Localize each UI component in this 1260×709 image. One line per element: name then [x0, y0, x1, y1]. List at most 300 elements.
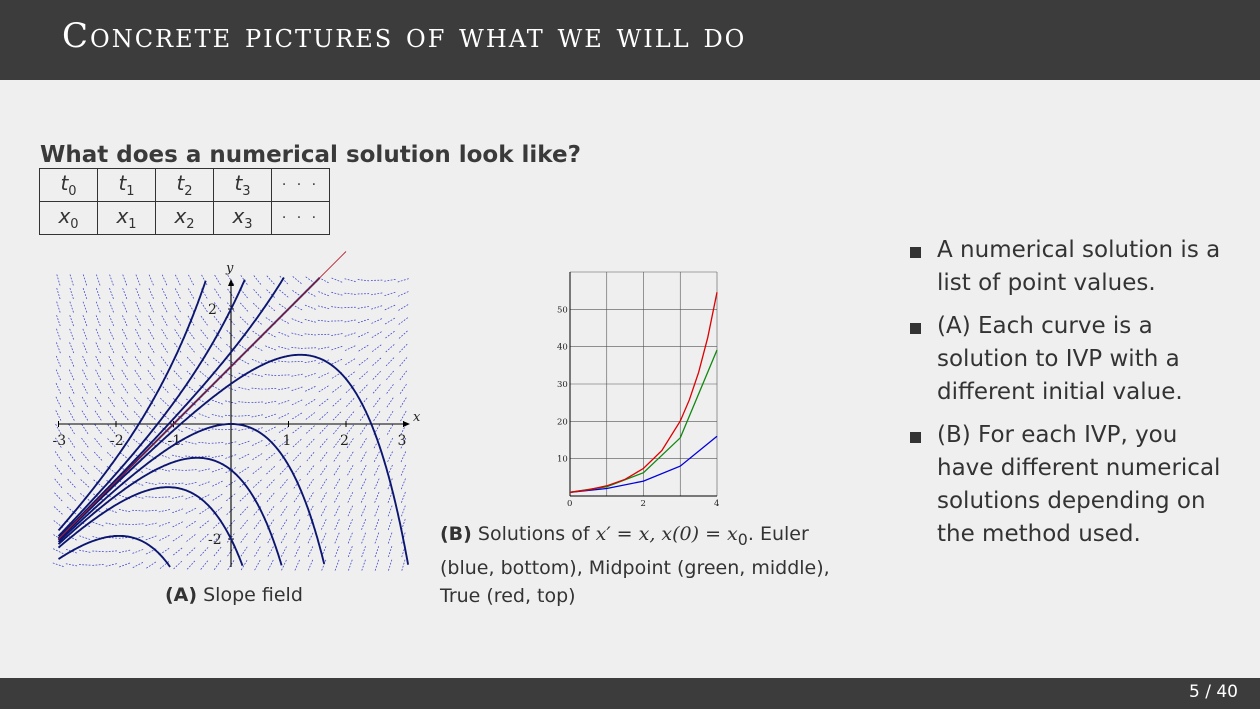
slope-segment	[268, 546, 274, 556]
slope-segment	[79, 550, 91, 552]
slope-segment	[55, 479, 63, 488]
slope-segment	[252, 415, 264, 417]
slope-segment	[149, 316, 154, 327]
slope-segment	[200, 520, 209, 527]
slope-segment	[121, 411, 129, 420]
slope-segment	[83, 315, 87, 326]
slope-segment	[305, 360, 317, 362]
bullet-square-icon	[910, 432, 921, 443]
slope-segment	[306, 412, 316, 419]
slope-segment	[54, 507, 63, 515]
slope-segment	[135, 356, 141, 366]
chart-x-tick-label: 2	[640, 499, 646, 509]
slope-segment	[332, 359, 343, 364]
slope-segment	[55, 451, 62, 461]
slope-segment	[174, 561, 183, 569]
slope-segment	[399, 317, 409, 324]
bullet-item: A numerical solution is a list of point values.	[910, 234, 1230, 300]
slope-segment	[373, 358, 382, 366]
slope-segment	[162, 316, 168, 327]
slope-segment	[374, 451, 380, 462]
slope-segment	[280, 466, 288, 475]
slope-segment	[278, 347, 290, 350]
slope-segment	[119, 563, 130, 567]
slope-segment	[375, 532, 379, 543]
slope-segment	[265, 346, 276, 350]
slope-segment	[162, 288, 167, 299]
slope-segment	[332, 278, 343, 283]
slope-segment	[201, 330, 208, 339]
slope-segment	[172, 509, 183, 513]
slope-segment	[278, 332, 289, 336]
slope-segment	[278, 375, 290, 376]
slope-segment	[267, 492, 275, 501]
slope-segment	[373, 384, 381, 393]
slope-segment	[175, 288, 180, 299]
slope-segment	[70, 342, 74, 353]
slope-segment	[401, 505, 405, 516]
slope-segment	[388, 505, 392, 516]
slope-segment	[172, 455, 184, 458]
slope-segment	[161, 357, 168, 367]
slope-segment	[148, 384, 156, 393]
slope-segment	[318, 306, 330, 309]
slope-segment	[401, 491, 405, 502]
slope-segment	[398, 304, 408, 310]
solution-curve	[59, 355, 409, 565]
slope-segment	[307, 439, 315, 448]
slope-segment	[201, 560, 209, 569]
t-cell: $t_3$	[214, 169, 272, 202]
slope-segment	[95, 424, 102, 434]
slope-segment	[305, 334, 317, 335]
t-row	[40, 169, 330, 202]
slope-segment	[198, 456, 210, 457]
slope-segment	[308, 559, 313, 570]
slope-segment	[293, 452, 301, 461]
slope-segment	[386, 344, 395, 352]
slope-segment	[57, 315, 61, 326]
slope-segment	[291, 361, 303, 362]
slope-segment	[254, 546, 260, 556]
slope-segment	[307, 452, 315, 461]
slope-segment	[123, 302, 128, 313]
chart-y-tick-label: 10	[557, 454, 568, 465]
slope-segment	[386, 371, 394, 380]
slope-segment	[136, 315, 141, 326]
slope-segment	[295, 559, 300, 570]
slide-title: Concrete pictures of what we will do	[62, 16, 747, 56]
slope-segment	[159, 522, 170, 526]
slope-segment	[294, 519, 300, 529]
slope-segment	[159, 535, 170, 540]
slope-segment	[321, 478, 327, 488]
slope-segment	[252, 440, 263, 445]
slope-segment	[400, 357, 408, 366]
slope-segment	[199, 469, 211, 471]
slope-segment	[146, 482, 158, 485]
slope-segment	[334, 478, 340, 488]
slope-segment	[281, 533, 287, 543]
slope-segment	[267, 479, 275, 488]
slope-segment	[106, 523, 118, 525]
slope-segment	[212, 414, 224, 417]
slope-segment	[122, 370, 128, 380]
slope-segment	[66, 564, 78, 566]
slope-segment	[215, 275, 221, 285]
slope-segment	[305, 373, 316, 377]
slope-segment	[266, 453, 275, 460]
x-cell: $x_3$	[214, 202, 272, 235]
slope-segment	[346, 371, 356, 378]
slope-segment	[359, 371, 368, 379]
slope-segment	[295, 546, 300, 557]
chart-x-tick-label: 4	[714, 499, 720, 509]
slope-segment	[294, 492, 301, 502]
slope-segment	[318, 320, 330, 321]
slope-segment	[388, 519, 392, 530]
slope-segment	[294, 465, 302, 474]
slope-segment	[187, 534, 196, 541]
slope-segment	[238, 387, 250, 390]
bullet-square-icon	[910, 247, 921, 258]
slope-segment	[146, 523, 158, 526]
slope-segment	[109, 329, 114, 340]
slope-segment	[96, 356, 101, 367]
slope-segment	[159, 454, 170, 458]
slope-segment	[253, 479, 262, 487]
slope-segment	[386, 357, 394, 366]
slope-segment	[95, 383, 101, 394]
slope-segment	[83, 329, 87, 340]
slope-segment	[239, 359, 250, 365]
slope-segment	[122, 343, 127, 354]
slope-segment	[371, 293, 383, 295]
slope-segment	[332, 385, 342, 392]
slope-segment	[334, 492, 340, 503]
slope-segment	[388, 546, 392, 557]
slope-segment	[53, 563, 64, 567]
slope-segment	[160, 548, 170, 555]
slope-segment	[308, 532, 313, 543]
slope-segment	[185, 442, 197, 445]
slope-segment	[110, 275, 114, 286]
slope-segment	[133, 562, 144, 568]
slope-segment	[293, 426, 302, 433]
slope-segment	[106, 564, 118, 567]
slope-segment	[199, 482, 210, 486]
slope-segment	[81, 479, 90, 487]
slope-segment	[132, 510, 144, 511]
slope-segment	[402, 519, 406, 530]
slope-segment	[119, 550, 131, 553]
slope-segment	[361, 519, 365, 530]
slope-segment	[320, 425, 328, 434]
slope-segment	[56, 329, 60, 340]
slope-segment	[96, 302, 100, 313]
slope-segment	[388, 492, 392, 503]
slope-segment	[252, 388, 264, 389]
slope-segment	[108, 397, 115, 407]
slope-segment	[360, 424, 367, 434]
slope-segment	[69, 370, 74, 381]
slope-segment	[307, 479, 314, 489]
slope-segment	[293, 439, 302, 447]
chart-y-tick-label: 30	[557, 380, 568, 390]
slope-segment	[185, 482, 197, 484]
slope-segment	[361, 505, 366, 516]
slope-segment	[212, 481, 223, 486]
slope-segment	[134, 398, 142, 407]
ellipsis-cell: · · ·	[272, 169, 330, 202]
slope-segment	[358, 280, 370, 281]
slope-segment	[388, 559, 392, 570]
slope-segment	[149, 302, 154, 313]
subheading: What does a numerical solution look like?	[40, 142, 581, 168]
slope-segment	[82, 411, 88, 421]
slope-segment	[321, 465, 328, 475]
slope-segment	[292, 333, 304, 336]
slope-segment	[239, 441, 250, 445]
slope-segment	[402, 559, 405, 571]
x-tick-label: -2	[110, 433, 124, 449]
slope-segment	[122, 384, 129, 394]
slope-segment	[400, 397, 406, 407]
slope-segment	[321, 492, 327, 502]
slope-segment	[384, 279, 396, 281]
caption-b: (B) Solutions of x′ = x, $x(0) = x_0$. Euler (blue, bottom), Midpoint (green, middle), True (red, top)	[440, 523, 830, 607]
slope-segment	[398, 278, 409, 282]
slope-segment	[185, 456, 197, 457]
slope-segment	[318, 292, 329, 296]
slope-segment	[96, 329, 101, 340]
slope-segment	[123, 288, 127, 299]
slope-segment	[388, 532, 392, 543]
slope-segment	[385, 292, 396, 296]
slope-segment	[321, 519, 326, 530]
slope-segment	[387, 438, 393, 449]
slope-segment	[83, 342, 88, 353]
slope-segment	[145, 497, 157, 498]
slope-segment	[319, 399, 329, 406]
slope-segment	[214, 560, 221, 570]
ellipsis-cell: · · ·	[272, 202, 330, 235]
slope-segment	[136, 288, 141, 299]
slope-segment	[373, 371, 381, 380]
chart-y-tick-label: 50	[557, 305, 568, 316]
slope-segment	[135, 370, 142, 380]
slope-segment	[94, 466, 103, 474]
slope-segment	[198, 442, 210, 443]
slope-segment	[172, 496, 184, 499]
t-cell: $t_1$	[98, 169, 156, 202]
slope-segment	[347, 411, 355, 420]
slope-segment	[68, 438, 75, 448]
slope-segment	[187, 547, 196, 555]
solutions-chart	[550, 262, 730, 512]
slope-segment	[281, 519, 287, 529]
slope-segment	[241, 546, 248, 556]
slope-segment	[292, 400, 303, 405]
slope-segment	[185, 470, 197, 471]
slope-segment	[199, 414, 210, 418]
slope-segment	[361, 451, 367, 461]
slope-segment	[399, 344, 407, 353]
slope-segment	[56, 383, 61, 394]
slope-segment	[398, 291, 409, 296]
slope-segment	[345, 279, 357, 282]
slope-segment	[385, 318, 395, 324]
slope-segment	[238, 415, 250, 416]
slope-segment	[362, 546, 366, 557]
slope-segment	[388, 451, 393, 462]
slope-segment	[109, 343, 114, 354]
slope-segment	[267, 506, 274, 516]
slope-segment	[387, 424, 393, 434]
slope-segment	[373, 397, 380, 407]
slope-segment	[201, 316, 208, 326]
slope-segment	[93, 522, 104, 526]
slope-segment	[160, 398, 169, 406]
slope-segment	[345, 333, 356, 337]
slope-segment	[279, 318, 290, 324]
slope-segment	[201, 302, 208, 312]
slope-segment	[213, 344, 222, 352]
slope-segment	[252, 374, 264, 377]
slope-segment	[82, 397, 88, 408]
slope-segment	[281, 506, 288, 516]
slope-segment	[253, 303, 262, 311]
slope-segment	[95, 397, 101, 407]
slope-segment	[345, 320, 357, 322]
slope-segment	[358, 306, 370, 308]
slope-segment	[361, 478, 366, 489]
slope-segment	[96, 370, 101, 381]
slope-segment	[200, 371, 209, 379]
slope-segment	[335, 505, 340, 516]
t-cell: $t_2$	[156, 169, 214, 202]
slope-segment	[385, 305, 396, 310]
slope-segment	[254, 519, 261, 529]
slope-segment	[359, 358, 369, 365]
slope-field-figure	[48, 255, 421, 575]
slope-segment	[56, 356, 60, 367]
slope-segment	[68, 479, 76, 488]
slope-segment	[173, 548, 182, 555]
slope-segment	[135, 329, 140, 340]
slope-segment	[172, 483, 184, 484]
slope-segment	[266, 466, 275, 474]
slope-segment	[375, 505, 379, 516]
slope-segment	[69, 383, 74, 394]
page-number: 5 / 40	[1189, 682, 1238, 702]
slope-segment	[372, 331, 382, 337]
slope-segment	[79, 536, 90, 540]
slope-segment	[374, 465, 379, 476]
slope-segment	[213, 494, 223, 501]
slope-segment	[96, 315, 100, 326]
slope-segment	[148, 357, 155, 367]
slope-segment	[306, 399, 316, 405]
slope-segment	[69, 356, 74, 367]
footer-bar	[0, 678, 1260, 709]
slope-segment	[335, 546, 339, 557]
slope-segment	[308, 546, 313, 557]
slope-segment	[82, 438, 89, 448]
slope-segment	[121, 397, 128, 407]
chart-x-tick-label: 0	[567, 499, 573, 509]
slope-segment	[307, 465, 314, 475]
slope-segment	[387, 411, 393, 421]
bullet-item: (A) Each curve is a solution to IVP with a different initial value.	[910, 310, 1230, 409]
slope-segment	[348, 478, 354, 489]
slope-segment	[348, 532, 352, 543]
x-cell: $x_0$	[40, 202, 98, 235]
slope-segment	[56, 370, 61, 381]
slope-segment	[214, 289, 221, 299]
slope-segment	[374, 411, 381, 421]
slope-segment	[320, 438, 328, 447]
slope-segment	[83, 302, 87, 313]
slope-segment	[212, 455, 224, 457]
x-cell: $x_1$	[98, 202, 156, 235]
slope-segment	[119, 509, 131, 511]
slope-segment	[374, 478, 379, 489]
slope-segment	[173, 534, 183, 541]
slope-segment	[240, 493, 249, 501]
slope-segment	[186, 427, 197, 431]
slope-segment	[109, 315, 114, 326]
slope-segment	[69, 397, 74, 408]
slope-segment	[172, 470, 184, 471]
slope-segment	[279, 426, 289, 432]
slope-segment	[108, 384, 114, 394]
slope-segment	[57, 274, 60, 286]
chart-y-tick-label: 40	[557, 342, 568, 353]
slope-segment	[293, 276, 302, 284]
slope-segment	[255, 560, 261, 570]
slope-segment	[331, 333, 343, 335]
slope-segment	[265, 401, 277, 403]
slope-segment	[70, 288, 74, 299]
slope-segment	[162, 329, 168, 339]
slope-segment	[305, 386, 316, 391]
slope-segment	[69, 424, 75, 434]
slope-segment	[186, 508, 197, 513]
slope-segment	[372, 318, 383, 323]
x-tick-label: 3	[397, 433, 407, 449]
slope-segment	[241, 533, 248, 543]
chart-y-tick-label: 20	[557, 417, 568, 428]
x-axis-label: x	[413, 410, 421, 425]
slope-segment	[335, 532, 340, 543]
slope-segment	[187, 385, 196, 393]
slope-segment	[238, 402, 250, 403]
slope-segment	[94, 452, 102, 461]
slope-segment	[318, 373, 329, 378]
slope-segment	[123, 275, 127, 286]
slope-segment	[240, 303, 248, 312]
slope-segment	[122, 329, 127, 340]
slope-segment	[305, 305, 316, 309]
slope-segment	[56, 342, 60, 353]
slope-segment	[55, 465, 62, 475]
y-axis-label: y	[226, 261, 234, 276]
slope-segment	[70, 302, 74, 313]
slope-segment	[254, 289, 262, 298]
slope-segment	[240, 317, 249, 325]
slope-segment	[68, 452, 75, 462]
